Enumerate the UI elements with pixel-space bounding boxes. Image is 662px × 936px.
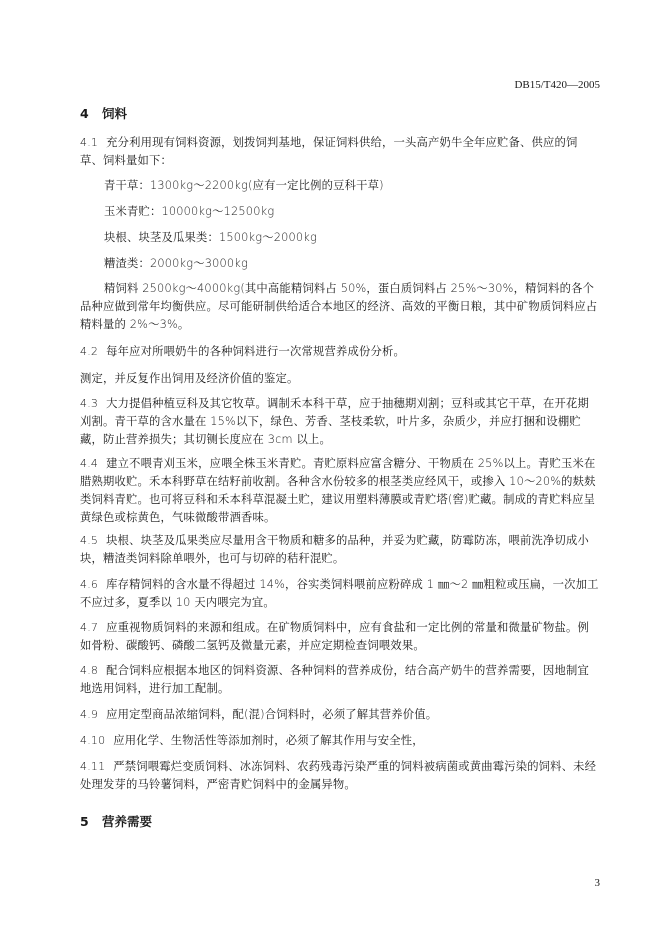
clause-4-3 <box>80 395 600 449</box>
clause-text: 应用定型商品浓缩饲料，配(混)合饲料时，必须了解其营养价值。 <box>106 708 438 721</box>
clause-number: 4.10 <box>80 734 106 747</box>
clause-text: 应用化学、生物活性等添加剂时，必须了解其作用与安全性， <box>113 734 424 747</box>
clause-4-11 <box>80 758 600 794</box>
clause-text: 大力提倡种植豆科及其它牧草。调制禾本科干草，应于抽穗期刈割；豆科或其它干草，在开花期刈割。青干草的含水量在 15%以下，绿色、芳香、茎枝柔软，叶片多，杂质少，并应打捆和设棚贮藏，防止营养损失；其切铡长度应在 3cm 以上。 <box>80 397 589 446</box>
clause-4-6 <box>80 576 600 612</box>
clause-number: 4.1 <box>80 136 99 149</box>
clause-text: 块根、块茎及瓜果类应尽量用含干物质和糖多的品种，并妥为贮藏，防霉防冻，喂前洗净切成小块，糟渣类饲料除单喂外，也可与切碎的秸秆混贮。 <box>80 534 589 565</box>
section-title: 营养需要 <box>102 814 153 829</box>
clause-4-2 <box>80 343 600 361</box>
clause-4-4 <box>80 455 600 527</box>
concentrate-paragraph: 精饲料 2500kg～4000kg(其中高能精饲料占 50%，蛋白质饲料占 25%～30%，精饲料的各个品种应做到常年均衡供应。尽可能研制供给适合本地区的经济、高效的平衡日粮，其中矿物质饲料应占精料量的 2%～3%。 <box>80 282 598 331</box>
clause-text: 充分利用现有饲料资源，划拨饲判基地，保证饲料供给，一头高产奶牛全年应贮备、供应的饲草、饲料量如下： <box>80 136 578 167</box>
clause-text: 每年应对所喂奶牛的各种饲料进行一次常规营养成份分析。 <box>106 345 406 358</box>
clause-4-10 <box>80 732 600 750</box>
list-item: 青干草：1300kg～2200kg(应有一定比例的豆科干草) <box>104 179 384 192</box>
clause-number: 4.6 <box>80 578 99 591</box>
standard-code: DB15/T420—2005 <box>514 79 600 91</box>
section-number: 4 <box>80 106 89 121</box>
clause-4-2-continuation: 测定，并反复作出饲用及经济价值的鉴定。 <box>80 372 299 385</box>
list-item: 糟渣类：2000kg～3000kg <box>104 257 249 270</box>
clause-number: 4.4 <box>80 457 99 470</box>
clause-number: 4.11 <box>80 760 106 773</box>
clause-number: 4.5 <box>80 534 99 547</box>
clause-number: 4.2 <box>80 345 99 358</box>
clause-text: 严禁饲喂霉烂变质饲料、冰冻饲料、农药残毒污染严重的饲料被病菌或黄曲霉污染的饲料、未经处理发芽的马铃薯饲料，严密青贮饲料中的金属异物。 <box>80 760 597 791</box>
clause-number: 4.8 <box>80 664 99 677</box>
section-5-heading <box>80 812 152 830</box>
clause-text: 库存精饲料的含水量不得超过 14%，谷实类饲料喂前应粉碎成 1 ㎜～2 ㎜粗粒或压扁，一次加工不应过多，夏季以 10 天内喂完为宜。 <box>80 578 599 609</box>
section-number: 5 <box>80 814 89 829</box>
section-4-heading <box>80 104 127 122</box>
page-number: 3 <box>594 877 600 889</box>
clause-text: 配合饲料应根据本地区的饲料资源、各种饲料的营养成份，结合高产奶牛的营养需要，因地制宜地选用饲料，进行加工配制。 <box>80 664 589 695</box>
clause-4-5 <box>80 532 600 568</box>
clause-text: 建立不喂青刈玉米，应喂全株玉米青贮。青贮原料应富含糖分、干物质在 25%以上。青贮玉米在腊熟期收贮。禾本科野草在结籽前收割。各种含水份较多的根茎类应经风干，或掺入 10～20%的麸麸类饲料青贮。也可将豆科和禾本科草混凝土贮，建议用塑料薄膜或青贮塔(窖)贮藏。制成的青贮料应呈黄绿色或棕黄色，气味微酸带酒香味。 <box>80 457 596 524</box>
clause-number: 4.3 <box>80 397 99 410</box>
list-item: 块根、块茎及瓜果类：1500kg～2000kg <box>104 231 318 244</box>
section-title: 饲料 <box>102 106 128 121</box>
clause-4-7 <box>80 619 600 655</box>
clause-number: 4.9 <box>80 708 99 721</box>
clause-number: 4.7 <box>80 621 99 634</box>
clause-4-8 <box>80 662 600 698</box>
clause-4-1 <box>80 134 600 170</box>
clause-4-9 <box>80 706 600 724</box>
list-item: 玉米青贮：10000kg～12500kg <box>104 205 275 218</box>
clause-text: 应重视物质饲料的来源和组成。在矿物质饲料中，应有食盐和一定比例的常量和微量矿物盐。例如骨粉、碳酸钙、磷酸二氢钙及微量元素，并应定期检查饲喂效果。 <box>80 621 589 652</box>
